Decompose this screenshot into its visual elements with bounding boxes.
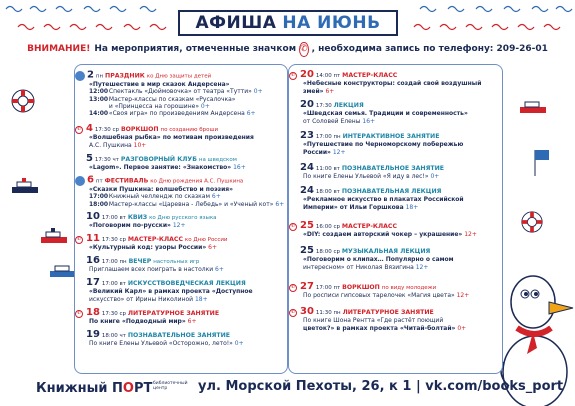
left-event-column (74, 64, 288, 374)
event-june-17: 17 17:00 вт ИСКУССТВОВЕДЧЕСКАЯ ЛЕКЦИЯ «Великий Карл» в рамках проекта «Доступное искусство» от Ирины Николиной 18+ (86, 277, 253, 303)
event-june-20-a: ✆ 20 14:00 пт МАСТЕР-КЛАСС «Небесные конструкторы: создай свой воздушный змей» 6+ (290, 69, 482, 95)
event-june-11: ✆ 11 17:30 ср МАСТЕР-КЛАСС ко Дню России «Культурный код: узоры России» 6+ (76, 233, 228, 252)
phone-icon: ✆ (76, 235, 82, 242)
footer-address[interactable]: ул. Морской Пехоты, 26, к 1 | vk.com/books_port (198, 379, 564, 394)
lifebuoy-icon-2 (520, 210, 544, 234)
balloon-icon (75, 176, 85, 186)
event-june-23: 23 17:00 пн ИНТЕРАКТИВНОЕ ЗАНЯТИЕ «Путешествие по Черноморскому побережью России» 12+ (300, 130, 464, 156)
notice-text-1: На мероприятия, отмеченные значком (94, 44, 297, 54)
title-part-2: НА ИЮНЬ (282, 13, 381, 33)
event-june-24-b: 24 18:00 вт ПОЗНАВАТЕЛЬНАЯ ЛЕКЦИЯ «Рекламное искусство в плакатах Российской Империи» от Ильи Горшкова 18+ (300, 185, 464, 211)
page-title (178, 10, 398, 36)
notice-bar (27, 41, 548, 57)
logo-subtitle: библиотечный центр (153, 381, 188, 391)
phone-icon: ✆ (290, 308, 296, 315)
event-june-18: ✆ 18 17:30 ср ЛИТЕРАТУРНОЕ ЗАНЯТИЕ По книге «Подводный мир» 6+ (76, 307, 220, 326)
event-june-25-b: 25 18:00 ср МУЗЫКАЛЬНАЯ ЛЕКЦИЯ «Поговорим о клипах… Популярно о самом интересном» от Николая Вязигина 12+ (300, 245, 454, 271)
ship-icon-2 (39, 227, 69, 245)
phone-icon: ✆ (290, 71, 296, 78)
notice-warning: ВНИМАНИЕ! (27, 44, 91, 54)
schedule-june-2: 12:00 Спектакль «Дюймовочка» от театра «Тутти» 0+ 13:00 Мастер-классы по сказкам «Русалочка» и «Принцесса на горошине» 0+ 14:00 «Своя игра» по произведениям Андерсена 6+ (89, 88, 263, 118)
balloon-icon (75, 71, 85, 81)
event-june-19: 19 18:00 чт ПОЗНАВАТЕЛЬНОЕ ЗАНЯТИЕ По книге Елены Ульевой «Осторожно, лето!» 0+ (86, 329, 244, 348)
ship-icon (10, 177, 40, 195)
event-june-5: 5 17:30 чт РАЗГОВОРНЫЙ КЛУБ на шведском «Lagom». Первое занятие: «Знакомство» 16+ (86, 153, 246, 172)
title-part-1: АФИША (195, 13, 277, 33)
event-june-4: ✆ 4 17:30 ср ВОРКШОП по созданию броши «Волшебная рыбка» по мотивам произведения А.С. Пушкина 10+ (76, 123, 254, 149)
event-june-24-a: 24 11:00 вт ПОЗНАВАТЕЛЬНОЕ ЗАНЯТИЕ По книге Елены Ульевой «Я иду в лес!» 0+ (300, 162, 444, 181)
right-event-column (288, 64, 503, 374)
ship-icon-4 (518, 97, 548, 115)
phone-icon: ✆ (76, 125, 82, 132)
event-june-2: 2 пн ПРАЗДНИК ко Дню защиты детей «Путешествие в мир сказок Андерсена» 12:00 Спектакль «Дюймовочка» от театра «Тутти» 0+ 13:00 Мастер-классы по сказкам «Русалочка» и «Принцесса на горошине» 0+ 14:00 «Своя игра» по произведениям Андерсена 6+ (75, 71, 287, 117)
event-june-30: ✆ 30 11:30 пн ЛИТЕРАТУРНОЕ ЗАНЯТИЕ По книге Шона Рентта «Где растёт поющий цветок?» в рамках проекта «Читай-болтай» 0+ (290, 306, 467, 332)
flag-icon (532, 148, 552, 178)
event-june-25-a: ✆ 25 16:00 ср МАСТЕР-КЛАСС «DIY: создаем авторский чокер – украшение» 12+ (290, 220, 477, 239)
notice-text-2: , необходима запись по телефону: 209-26-01 (311, 44, 548, 54)
lifebuoy-icon (10, 88, 36, 114)
phone-icon: ✆ (76, 309, 82, 316)
logo: Книжный ПОРТ (36, 381, 153, 396)
phone-icon: ✆ (290, 283, 296, 290)
event-june-6: 6 пт ФЕСТИВАЛЬ ко Дню рождения А.С. Пушкина «Сказки Пушкина: волшебство и поэзия» 17:00 Книжный челлендж по сказкам 6+ 18:00 Мастер-классы «Царевна - Лебедь» и «Ученый кот» 6+ (75, 176, 287, 208)
event-june-20-b: 20 17:30 ЛЕКЦИЯ «Шведская семья. Традиции и современность» от Соловей Елены 16+ (300, 99, 468, 125)
event-june-10: 10 17:00 вт КВИЗ ко Дню русского языка «Поговорим по-русски» 12+ (86, 211, 217, 230)
phone-icon: ✆ (290, 222, 296, 229)
schedule-june-6: 17:00 Книжный челлендж по сказкам 6+ 18:00 Мастер-классы «Царевна - Лебедь» и «Ученый кот» 6+ (89, 193, 285, 208)
phone-icon: ✆ (299, 42, 309, 57)
event-june-16: 16 17:00 пн ВЕЧЕР настольных игр Приглашаем всех поиграть в настолки 6+ (86, 255, 224, 274)
event-june-27: ✆ 27 17:00 пт ВОРКШОП по виду молодежи По росписи гипсовых тарелочек «Магия цвета» 12+ (290, 281, 470, 300)
